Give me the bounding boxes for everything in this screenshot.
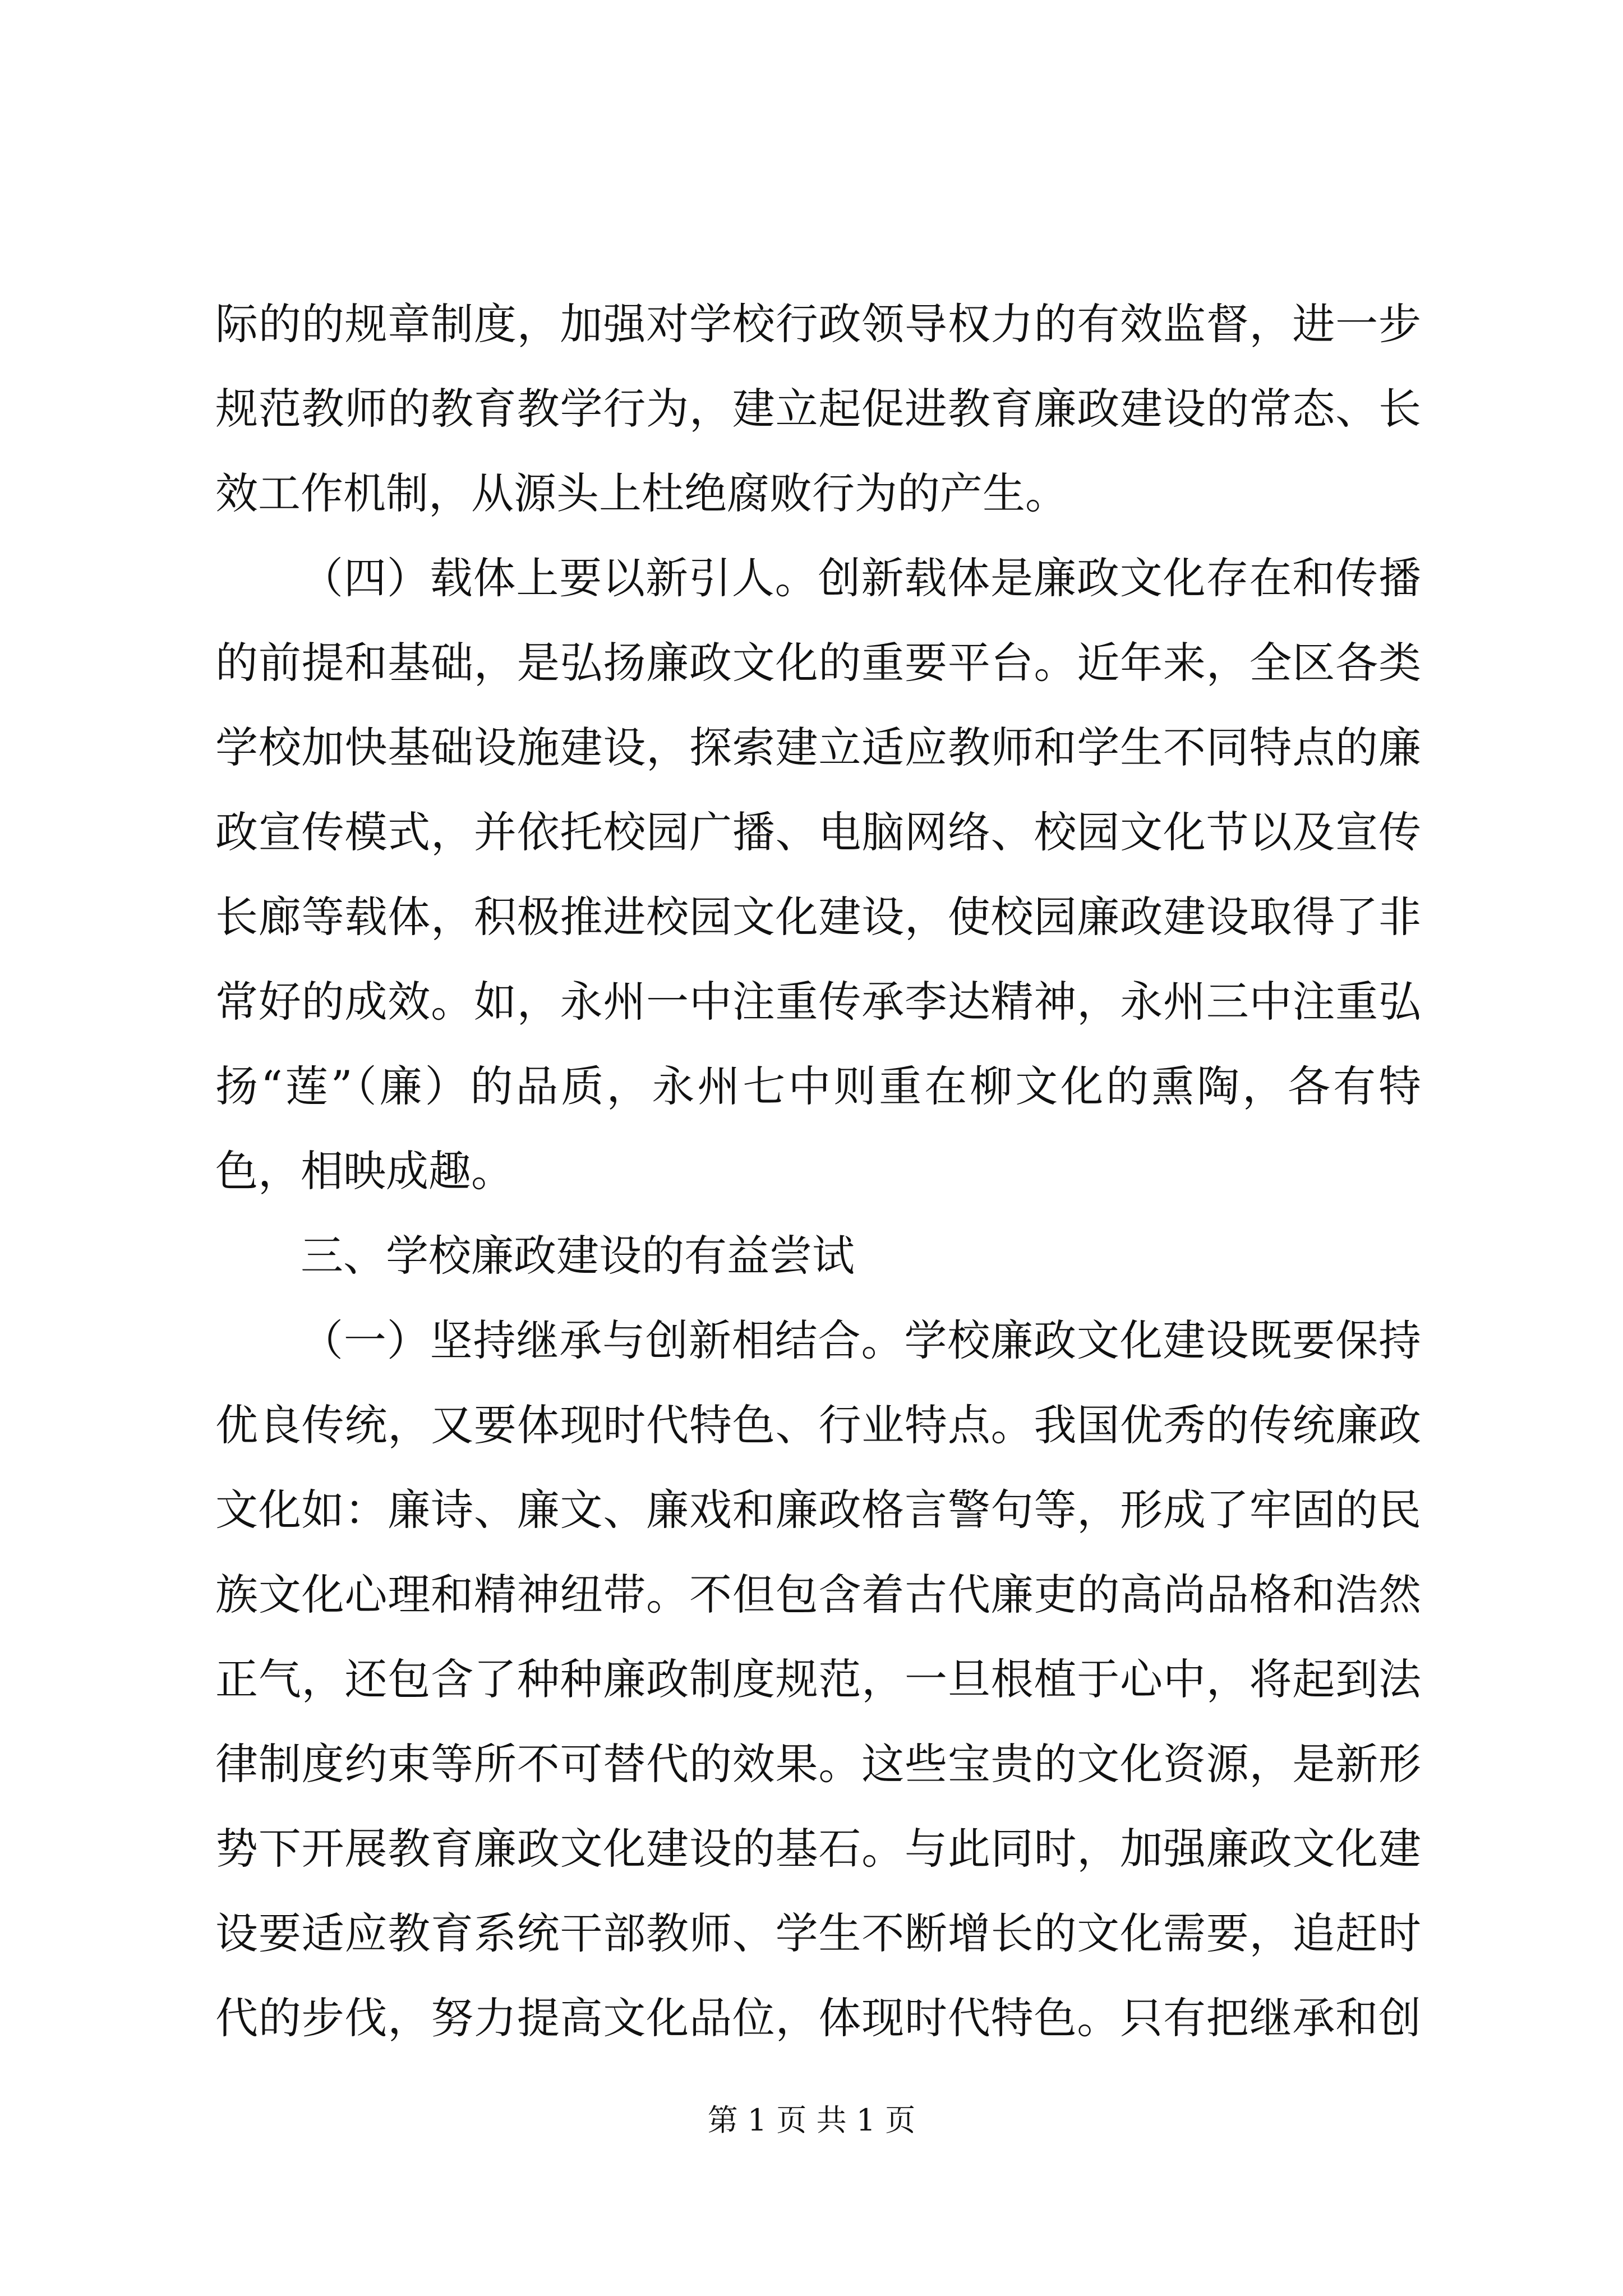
page-footer: 第 1 页 共 1 页 <box>707 2102 916 2138</box>
text-line-17: 正气，还包含了种种廉政制度规范，一旦根植于心中，将起到法 <box>215 1654 1421 1704</box>
text-line-9: 常好的成效。如，永州一中注重传承李达精神，永州三中注重弘 <box>215 977 1421 1027</box>
text-line-10: 扬“莲”（廉）的品质，永州七中则重在柳文化的熏陶，各有特 <box>215 1061 1421 1111</box>
text-line-4: （四）载体上要以新引人。创新载体是廉政文化存在和传播 <box>301 553 1421 603</box>
text-line-13: （一）坚持继承与创新相结合。学校廉政文化建设既要保持 <box>301 1315 1421 1365</box>
text-line-7: 政宣传模式，并依托校园广播、电脑网络、校园文化节以及宣传 <box>215 807 1421 857</box>
text-line-11: 色，相映成趣。 <box>215 1146 514 1196</box>
text-line-5: 的前提和基础，是弘扬廉政文化的重要平台。近年来，全区各类 <box>215 638 1421 688</box>
text-line-16: 族文化心理和精神纽带。不但包含着古代廉吏的高尚品格和浩然 <box>215 1570 1421 1619</box>
text-line-1: 际的的规章制度，加强对学校行政领导权力的有效监督，进一步 <box>215 299 1421 349</box>
text-line-2: 规范教师的教育教学行为，建立起促进教育廉政建设的常态、长 <box>215 384 1421 434</box>
text-line-8: 长廊等载体，积极推进校园文化建设，使校园廉政建设取得了非 <box>215 892 1421 942</box>
text-line-18: 律制度约束等所不可替代的效果。这些宝贵的文化资源，是新形 <box>215 1739 1421 1789</box>
text-line-19: 势下开展教育廉政文化建设的基石。与此同时，加强廉政文化建 <box>215 1824 1421 1874</box>
text-line-20: 设要适应教育系统干部教师、学生不断增长的文化需要，追赶时 <box>215 1908 1421 1958</box>
text-line-14: 优良传统，又要体现时代特色、行业特点。我国优秀的传统廉政 <box>215 1400 1421 1450</box>
text-line-15: 文化如：廉诗、廉文、廉戏和廉政格言警句等，形成了牢固的民 <box>215 1485 1421 1535</box>
text-line-21: 代的步伐，努力提高文化品位，体现时代特色。只有把继承和创 <box>215 1993 1421 2043</box>
section-heading: 三、学校廉政建设的有益尝试 <box>301 1231 855 1281</box>
text-line-6: 学校加快基础设施建设，探索建立适应教师和学生不同特点的廉 <box>215 723 1421 772</box>
body-text <box>215 282 1421 2060</box>
text-line-3: 效工作机制，从源头上杜绝腐败行为的产生。 <box>215 468 1068 518</box>
